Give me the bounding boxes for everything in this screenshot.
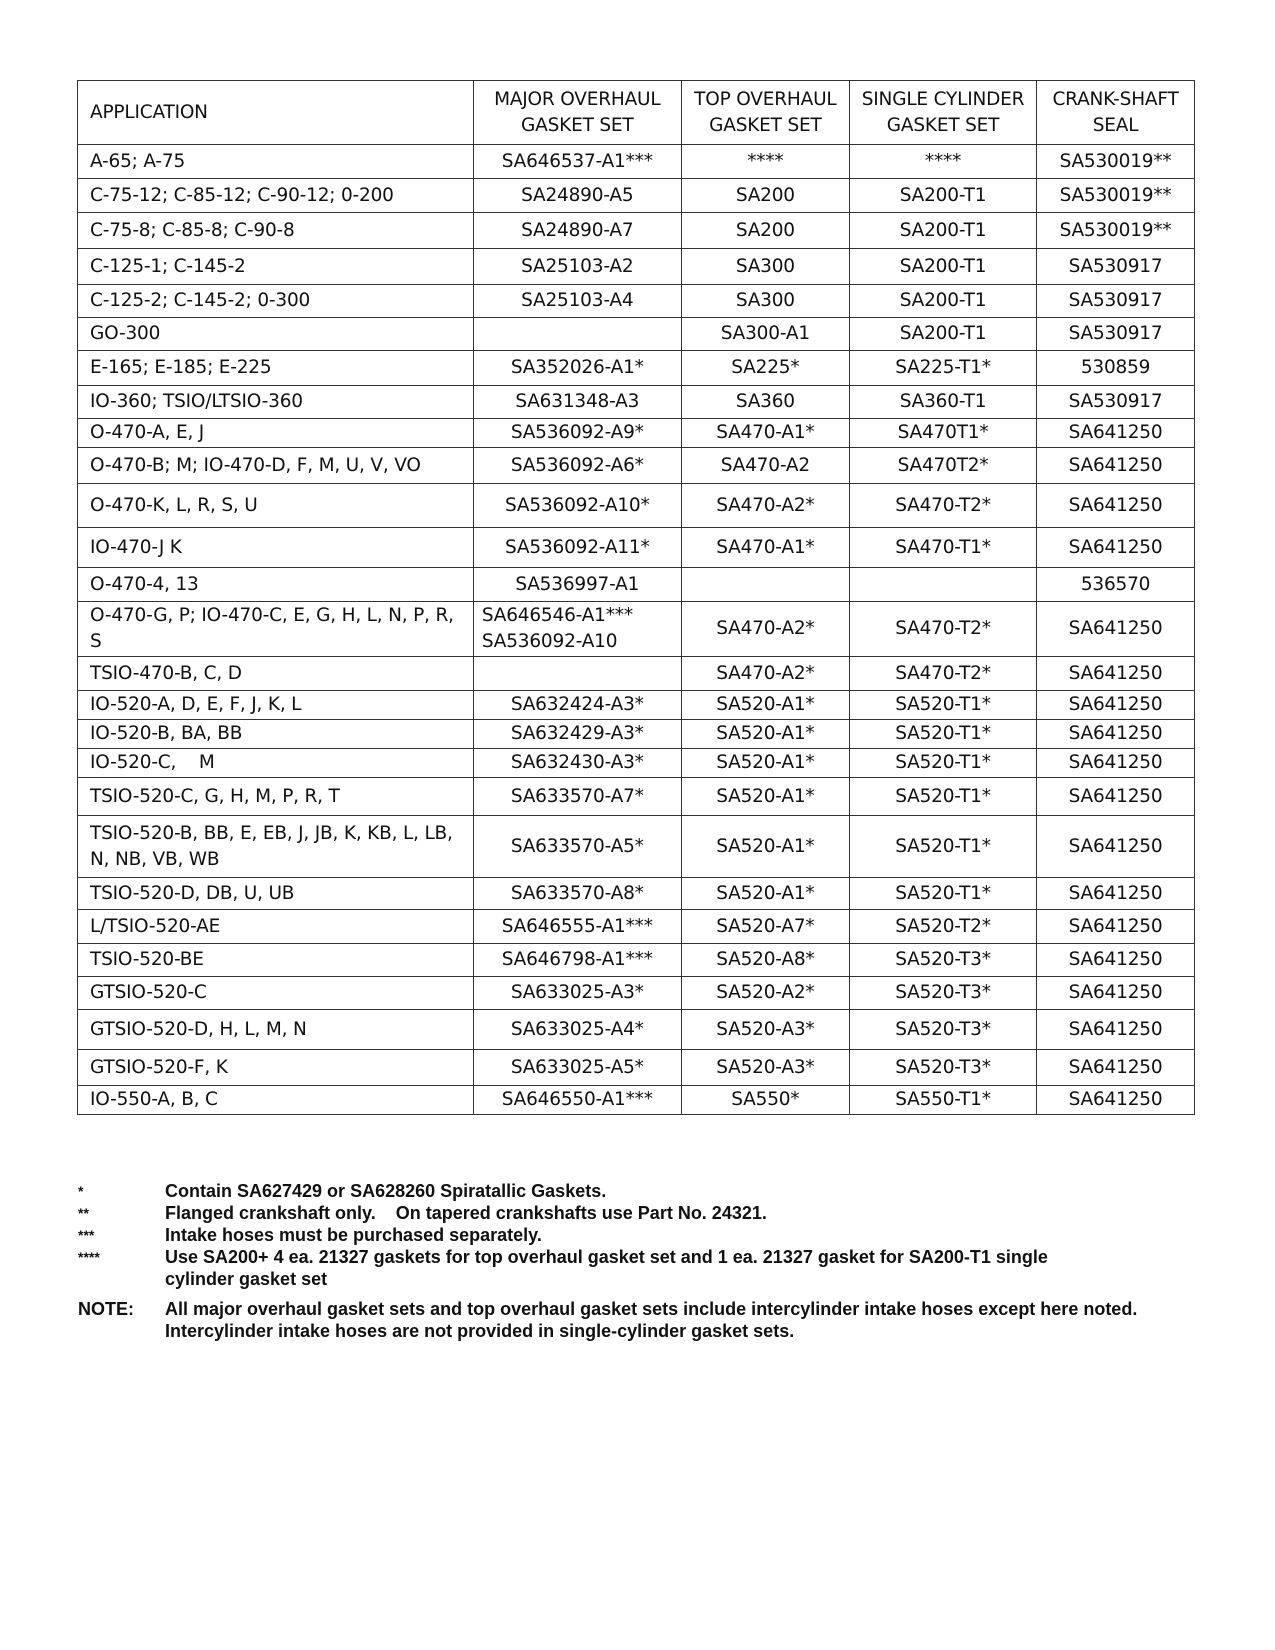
footnote — [78, 1224, 1208, 1246]
cell-app: IO-520-A, D, E, F, J, K, L — [78, 691, 474, 720]
cell-single: SA470T1* — [850, 419, 1037, 448]
cell-app: O-470-4, 13 — [78, 568, 474, 602]
table-row — [78, 448, 1195, 484]
table-row — [78, 657, 1195, 691]
cell-single: SA470-T1* — [850, 528, 1037, 568]
cell-app: IO-360; TSIO/LTSIO-360 — [78, 386, 474, 419]
header-crankshaft-seal: CRANK-SHAFT SEAL — [1037, 81, 1195, 145]
table-row — [78, 419, 1195, 448]
cell-single: SA520-T1* — [850, 778, 1037, 816]
cell-crank: SA530917 — [1037, 318, 1195, 351]
cell-major: SA646550-A1*** — [473, 1086, 681, 1115]
cell-single: **** — [850, 145, 1037, 179]
cell-single: SA520-T3* — [850, 1050, 1037, 1086]
cell-crank: SA641250 — [1037, 816, 1195, 878]
cell-single: SA520-T1* — [850, 816, 1037, 878]
table-row — [78, 568, 1195, 602]
table-row — [78, 528, 1195, 568]
table-row — [78, 285, 1195, 318]
cell-app: IO-520-C, M — [78, 749, 474, 778]
cell-single — [850, 568, 1037, 602]
cell-top: SA470-A1* — [681, 528, 849, 568]
cell-app: TSIO-520-C, G, H, M, P, R, T — [78, 778, 474, 816]
table-row — [78, 179, 1195, 213]
cell-single: SA360-T1 — [850, 386, 1037, 419]
cell-major: SA646537-A1*** — [473, 145, 681, 179]
cell-single: SA520-T1* — [850, 878, 1037, 910]
cell-app: IO-550-A, B, C — [78, 1086, 474, 1115]
table-row — [78, 318, 1195, 351]
cell-crank: 530859 — [1037, 351, 1195, 386]
footnote-symbol: * — [78, 1183, 84, 1199]
header-top-overhaul: TOP OVERHAUL GASKET SET — [681, 81, 849, 145]
cell-crank: SA641250 — [1037, 944, 1195, 977]
table-row — [78, 720, 1195, 749]
header-major-overhaul: MAJOR OVERHAUL GASKET SET — [473, 81, 681, 145]
header-application: APPLICATION — [78, 81, 474, 145]
footnote-symbol: **** — [78, 1249, 100, 1265]
cell-single: SA200-T1 — [850, 179, 1037, 213]
cell-top: SA300 — [681, 285, 849, 318]
cell-app: O-470-A, E, J — [78, 419, 474, 448]
table-row — [78, 977, 1195, 1010]
cell-top: SA520-A1* — [681, 878, 849, 910]
cell-top: SA200 — [681, 179, 849, 213]
cell-single: SA520-T1* — [850, 720, 1037, 749]
cell-major — [473, 657, 681, 691]
cell-major — [473, 318, 681, 351]
footnote-text: Use SA200+ 4 ea. 21327 gaskets for top overhaul gasket set and 1 ea. 21327 gasket for SA200-T1 single cylinder gasket set — [165, 1247, 1048, 1289]
cell-major: SA25103-A2 — [473, 249, 681, 285]
cell-crank: SA641250 — [1037, 749, 1195, 778]
cell-single: SA520-T1* — [850, 749, 1037, 778]
cell-top: SA520-A3* — [681, 1050, 849, 1086]
cell-app: A-65; A-75 — [78, 145, 474, 179]
cell-single: SA470T2* — [850, 448, 1037, 484]
cell-top: SA520-A7* — [681, 910, 849, 944]
table-row — [78, 1010, 1195, 1050]
cell-app: O-470-K, L, R, S, U — [78, 484, 474, 528]
cell-crank: 536570 — [1037, 568, 1195, 602]
cell-app: TSIO-520-D, DB, U, UB — [78, 878, 474, 910]
table-row — [78, 691, 1195, 720]
cell-crank: SA530917 — [1037, 249, 1195, 285]
table-row — [78, 484, 1195, 528]
cell-top: SA225* — [681, 351, 849, 386]
cell-crank: SA641250 — [1037, 528, 1195, 568]
cell-major: SA631348-A3 — [473, 386, 681, 419]
cell-major: SA633025-A5* — [473, 1050, 681, 1086]
cell-single: SA200-T1 — [850, 318, 1037, 351]
footnote-text: Flanged crankshaft only. On tapered crankshafts use Part No. 24321. — [165, 1203, 767, 1223]
table-row — [78, 778, 1195, 816]
cell-app: GTSIO-520-C — [78, 977, 474, 1010]
cell-top: SA300 — [681, 249, 849, 285]
cell-single: SA550-T1* — [850, 1086, 1037, 1115]
footnote-symbol: ** — [78, 1205, 89, 1221]
cell-crank: SA641250 — [1037, 602, 1195, 657]
cell-single: SA520-T3* — [850, 1010, 1037, 1050]
cell-top: SA550* — [681, 1086, 849, 1115]
cell-single: SA470-T2* — [850, 657, 1037, 691]
cell-top: SA520-A1* — [681, 778, 849, 816]
table-row — [78, 351, 1195, 386]
table-row — [78, 386, 1195, 419]
cell-app: O-470-G, P; IO-470-C, E, G, H, L, N, P, R, S — [78, 602, 474, 657]
cell-top: SA200 — [681, 213, 849, 249]
cell-top: SA360 — [681, 386, 849, 419]
table-row — [78, 213, 1195, 249]
cell-major: SA536092-A11* — [473, 528, 681, 568]
footnotes-section — [78, 1180, 1208, 1342]
table-row — [78, 944, 1195, 977]
cell-single: SA520-T2* — [850, 910, 1037, 944]
table-body — [78, 145, 1195, 1115]
cell-major: SA633025-A4* — [473, 1010, 681, 1050]
cell-crank: SA641250 — [1037, 778, 1195, 816]
cell-crank: SA641250 — [1037, 484, 1195, 528]
cell-crank: SA641250 — [1037, 878, 1195, 910]
cell-major: SA633025-A3* — [473, 977, 681, 1010]
cell-major: SA352026-A1* — [473, 351, 681, 386]
table-row — [78, 910, 1195, 944]
cell-app: IO-470-J K — [78, 528, 474, 568]
note-text: All major overhaul gasket sets and top overhaul gasket sets include intercylinder intake hoses except here noted. Intercylinder intake hoses are not provided in single-cylinder gasket sets. — [165, 1299, 1138, 1341]
cell-top: SA520-A3* — [681, 1010, 849, 1050]
cell-top: SA520-A1* — [681, 749, 849, 778]
cell-top: SA520-A1* — [681, 720, 849, 749]
cell-major: SA633570-A7* — [473, 778, 681, 816]
table-row — [78, 816, 1195, 878]
cell-top: SA470-A2* — [681, 657, 849, 691]
footnote — [78, 1246, 1208, 1290]
cell-major: SA536092-A9* — [473, 419, 681, 448]
cell-crank: SA530019** — [1037, 179, 1195, 213]
cell-single: SA200-T1 — [850, 249, 1037, 285]
cell-app: C-75-8; C-85-8; C-90-8 — [78, 213, 474, 249]
cell-major: SA24890-A5 — [473, 179, 681, 213]
cell-major: SA632424-A3* — [473, 691, 681, 720]
cell-app: O-470-B; M; IO-470-D, F, M, U, V, VO — [78, 448, 474, 484]
cell-major: SA632429-A3* — [473, 720, 681, 749]
cell-top — [681, 568, 849, 602]
cell-app: TSIO-470-B, C, D — [78, 657, 474, 691]
cell-major: SA633570-A5* — [473, 816, 681, 878]
cell-crank: SA530917 — [1037, 285, 1195, 318]
cell-app: L/TSIO-520-AE — [78, 910, 474, 944]
cell-major: SA536997-A1 — [473, 568, 681, 602]
footnote-symbol: *** — [78, 1227, 95, 1243]
cell-crank: SA641250 — [1037, 977, 1195, 1010]
cell-major: SA646798-A1*** — [473, 944, 681, 977]
cell-crank: SA641250 — [1037, 691, 1195, 720]
cell-app: GO-300 — [78, 318, 474, 351]
cell-top: SA470-A2* — [681, 602, 849, 657]
cell-single: SA200-T1 — [850, 213, 1037, 249]
cell-app: IO-520-B, BA, BB — [78, 720, 474, 749]
cell-single: SA520-T3* — [850, 977, 1037, 1010]
cell-crank: SA641250 — [1037, 910, 1195, 944]
cell-single: SA200-T1 — [850, 285, 1037, 318]
header-single-cylinder: SINGLE CYLINDER GASKET SET — [850, 81, 1037, 145]
cell-top: SA470-A2* — [681, 484, 849, 528]
cell-crank: SA641250 — [1037, 419, 1195, 448]
cell-top: **** — [681, 145, 849, 179]
cell-major: SA632430-A3* — [473, 749, 681, 778]
table-row — [78, 602, 1195, 657]
cell-major: SA536092-A6* — [473, 448, 681, 484]
cell-top: SA520-A1* — [681, 816, 849, 878]
note — [78, 1298, 1208, 1342]
gasket-set-table — [77, 80, 1195, 1115]
cell-top: SA520-A8* — [681, 944, 849, 977]
cell-crank: SA641250 — [1037, 1050, 1195, 1086]
cell-crank: SA641250 — [1037, 1010, 1195, 1050]
cell-app: GTSIO-520-D, H, L, M, N — [78, 1010, 474, 1050]
cell-single: SA470-T2* — [850, 602, 1037, 657]
cell-single: SA470-T2* — [850, 484, 1037, 528]
cell-single: SA520-T1* — [850, 691, 1037, 720]
cell-crank: SA530019** — [1037, 213, 1195, 249]
footnote-text: Intake hoses must be purchased separately. — [165, 1225, 542, 1245]
cell-major: SA25103-A4 — [473, 285, 681, 318]
cell-single: SA225-T1* — [850, 351, 1037, 386]
footnote — [78, 1180, 1208, 1202]
cell-single: SA520-T3* — [850, 944, 1037, 977]
cell-app: E-165; E-185; E-225 — [78, 351, 474, 386]
cell-top: SA300-A1 — [681, 318, 849, 351]
table-row — [78, 249, 1195, 285]
cell-top: SA470-A2 — [681, 448, 849, 484]
footnote — [78, 1202, 1208, 1224]
table-row — [78, 749, 1195, 778]
cell-major: SA633570-A8* — [473, 878, 681, 910]
cell-major: SA646546-A1*** SA536092-A10 — [473, 602, 681, 657]
cell-major: SA646555-A1*** — [473, 910, 681, 944]
cell-crank: SA530019** — [1037, 145, 1195, 179]
cell-app: C-125-1; C-145-2 — [78, 249, 474, 285]
header-row — [78, 81, 1195, 145]
table-row — [78, 878, 1195, 910]
note-label: NOTE: — [78, 1299, 134, 1319]
cell-top: SA470-A1* — [681, 419, 849, 448]
cell-crank: SA641250 — [1037, 1086, 1195, 1115]
cell-app: TSIO-520-B, BB, E, EB, J, JB, K, KB, L, LB, N, NB, VB, WB — [78, 816, 474, 878]
table-row — [78, 145, 1195, 179]
footnote-text: Contain SA627429 or SA628260 Spiratallic Gaskets. — [165, 1181, 607, 1201]
cell-major: SA536092-A10* — [473, 484, 681, 528]
cell-top: SA520-A2* — [681, 977, 849, 1010]
cell-top: SA520-A1* — [681, 691, 849, 720]
table-row — [78, 1086, 1195, 1115]
cell-crank: SA641250 — [1037, 657, 1195, 691]
cell-crank: SA641250 — [1037, 448, 1195, 484]
table-row — [78, 1050, 1195, 1086]
cell-app: GTSIO-520-F, K — [78, 1050, 474, 1086]
cell-app: C-75-12; C-85-12; C-90-12; 0-200 — [78, 179, 474, 213]
cell-major: SA24890-A7 — [473, 213, 681, 249]
cell-crank: SA641250 — [1037, 720, 1195, 749]
cell-app: C-125-2; C-145-2; 0-300 — [78, 285, 474, 318]
cell-app: TSIO-520-BE — [78, 944, 474, 977]
cell-crank: SA530917 — [1037, 386, 1195, 419]
